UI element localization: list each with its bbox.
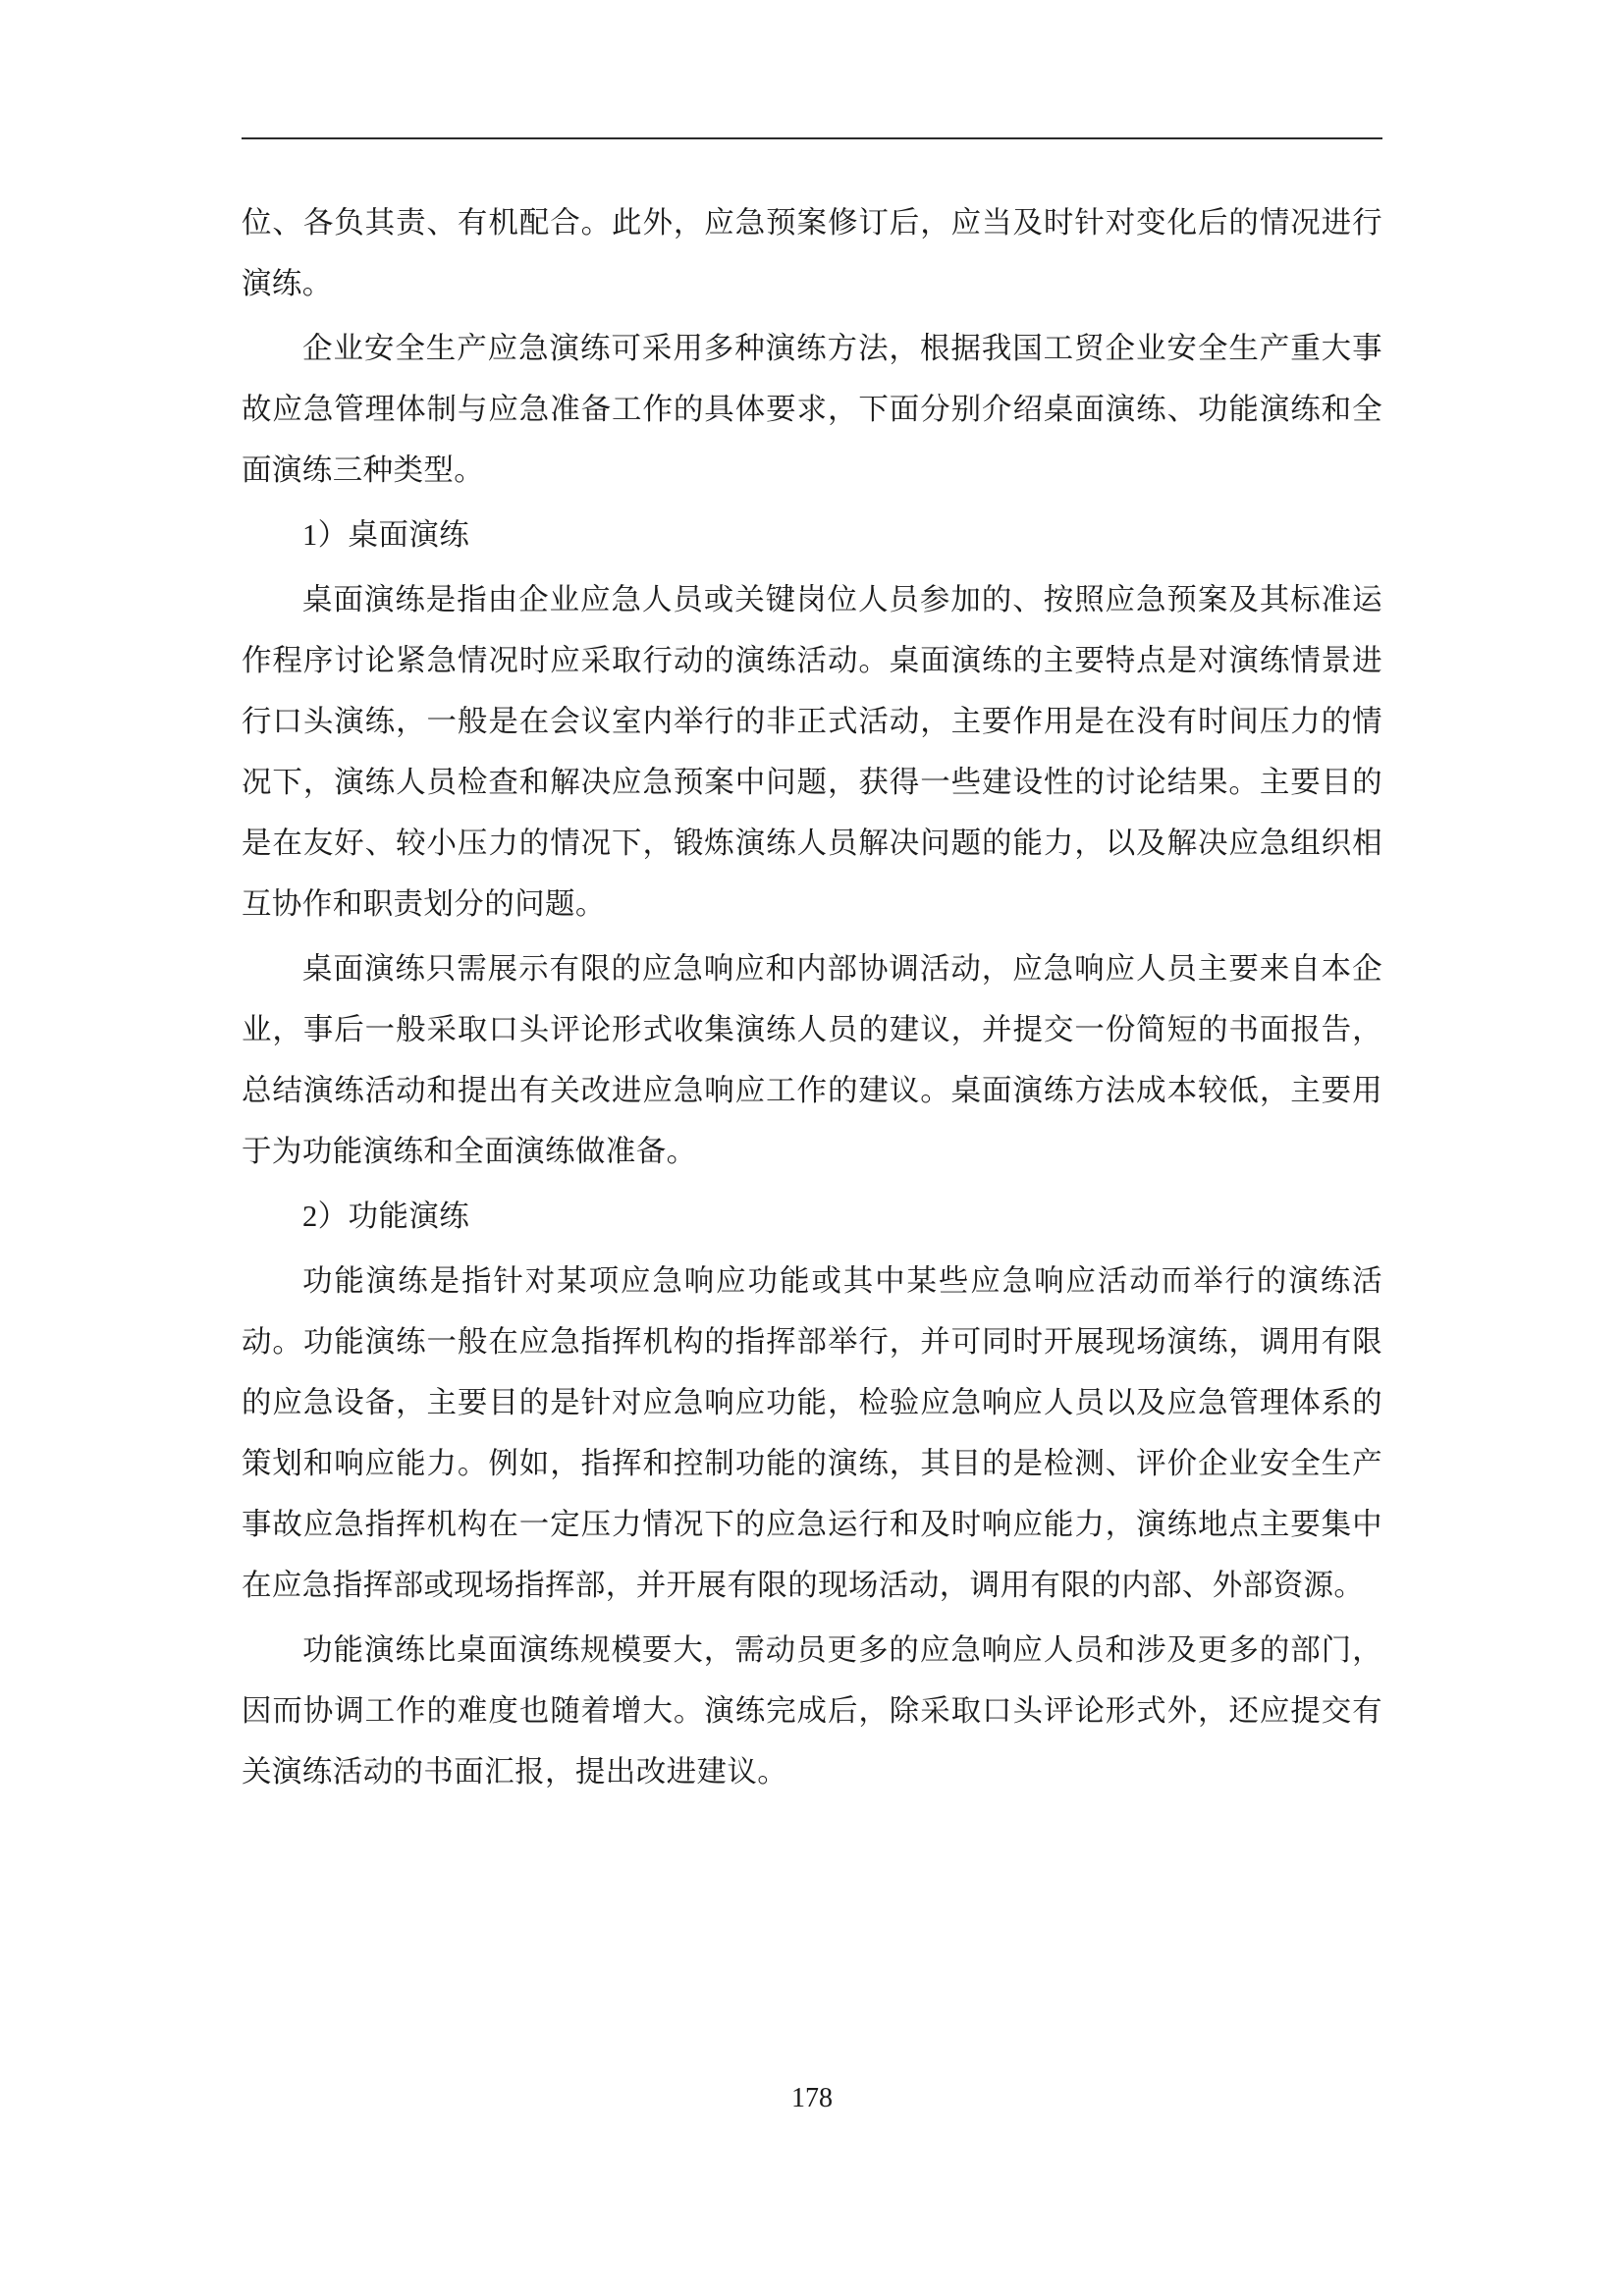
paragraph-2: 企业安全生产应急演练可采用多种演练方法，根据我国工贸企业安全生产重大事故应急管理体制与应急准备工作的具体要求，下面分别介绍桌面演练、功能演练和全面演练三种类型。 <box>242 332 1382 487</box>
paragraph-4: 桌面演练只需展示有限的应急响应和内部协调活动，应急响应人员主要来自本企业，事后一般采取口头评论形式收集演练人员的建议，并提交一份简短的书面报告，总结演练活动和提出有关改进应急响应工作的建议。桌面演练方法成本较低，主要用于为功能演练和全面演练做准备。 <box>242 952 1382 1168</box>
document-body <box>242 192 1382 1806</box>
paragraph-3: 桌面演练是指由企业应急人员或关键岗位人员参加的、按照应急预案及其标准运作程序讨论紧急情况时应采取行动的演练活动。桌面演练的主要特点是对演练情景进行口头演练，一般是在会议室内举行的非正式活动，主要作用是在没有时间压力的情况下，演练人员检查和解决应急预案中问题，获得一些建设性的讨论结果。主要目的是在友好、较小压力的情况下，锻炼演练人员解决问题的能力，以及解决应急组织相互协作和职责划分的问题。 <box>242 583 1382 921</box>
paragraph-1: 位、各负其责、有机配合。此外，应急预案修订后，应当及时针对变化后的情况进行演练。 <box>242 206 1382 300</box>
page-number: 178 <box>791 2083 833 2113</box>
list-heading-desktop-drill: 1）桌面演练 <box>302 518 470 552</box>
list-heading-functional-drill: 2）功能演练 <box>302 1200 470 1233</box>
paragraph-6: 功能演练比桌面演练规模要大，需动员更多的应急响应人员和涉及更多的部门，因而协调工作的难度也随着增大。演练完成后，除采取口头评论形式外，还应提交有关演练活动的书面汇报，提出改进建议。 <box>242 1633 1382 1789</box>
header-rule <box>242 137 1382 139</box>
paragraph-5: 功能演练是指针对某项应急响应功能或其中某些应急响应活动而举行的演练活动。功能演练一般在应急指挥机构的指挥部举行，并可同时开展现场演练，调用有限的应急设备，主要目的是针对应急响应功能，检验应急响应人员以及应急管理体系的策划和响应能力。例如，指挥和控制功能的演练，其目的是检测、评价企业安全生产事故应急指挥机构在一定压力情况下的应急运行和及时响应能力，演练地点主要集中在应急指挥部或现场指挥部，并开展有限的现场活动，调用有限的内部、外部资源。 <box>242 1264 1382 1602</box>
